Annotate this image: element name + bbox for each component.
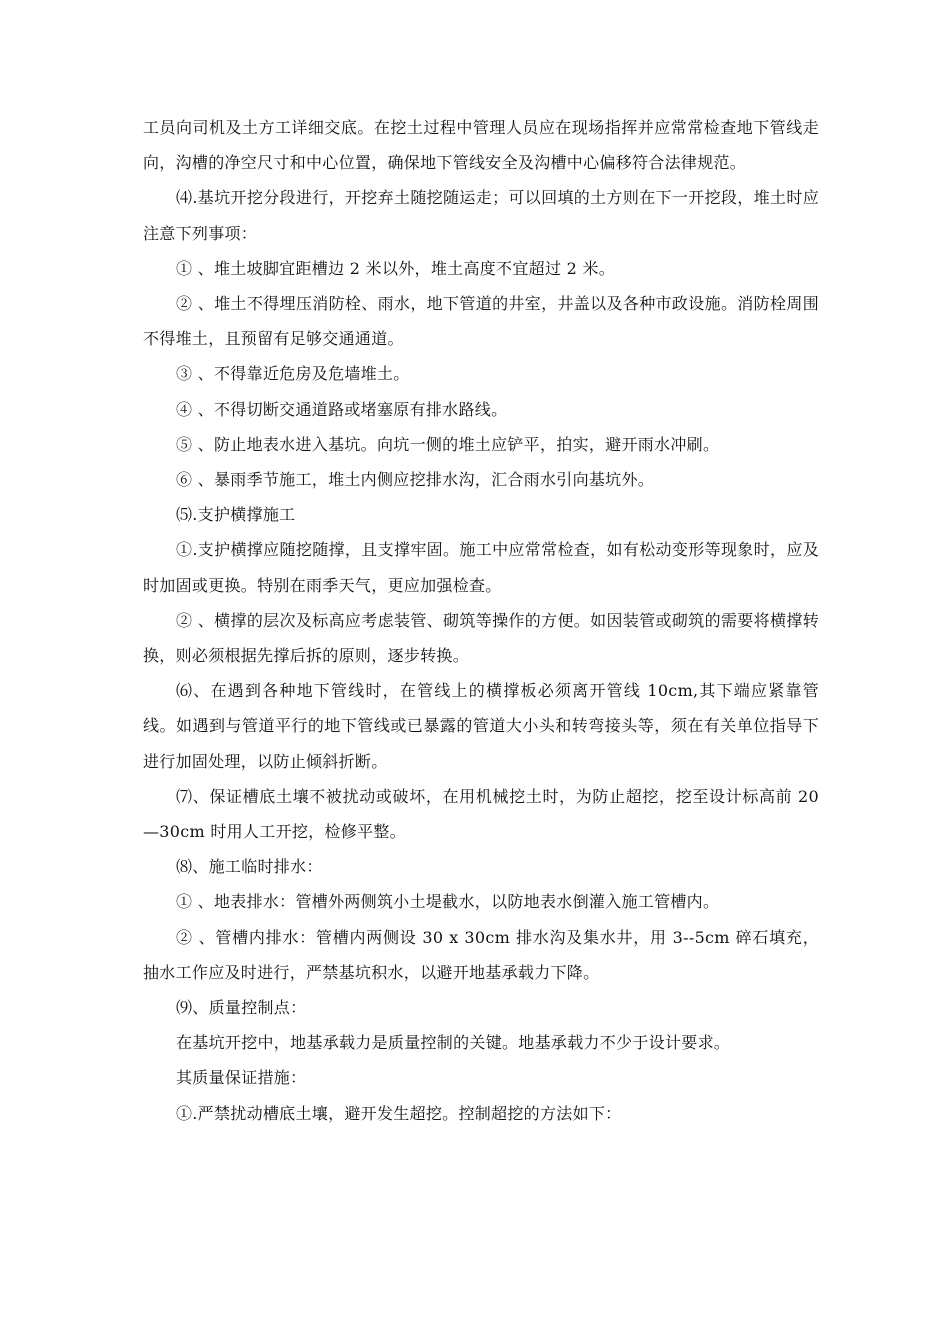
paragraph-14: ⑻、施工临时排水：	[176, 857, 323, 877]
paragraph-5: ③ 、不得靠近危房及危墙堆土。	[176, 364, 410, 384]
paragraph-10: ①.支护横撑应随挖随撑，且支撑牢固。施工中应常常检查，如有松动变形等现象时，应及时加固或更换。特别在雨季天气，更应加强检查。	[143, 540, 819, 595]
paragraph-8: ⑥ 、暴雨季节施工，堆土内侧应挖排水沟，汇合雨水引向基坑外。	[176, 470, 655, 490]
paragraph-19: 其质量保证措施：	[176, 1068, 307, 1088]
paragraph-7: ⑤ 、防止地表水进入基坑。向坑一侧的堆土应铲平，拍实，避开雨水冲刷。	[176, 434, 720, 454]
paragraph-17: ⑼、质量控制点：	[176, 998, 307, 1018]
paragraph-3: ① 、堆土坡脚宜距槽边 2 米以外，堆土高度不宜超过 2 米。	[176, 258, 616, 278]
paragraph-18: 在基坑开挖中，地基承载力是质量控制的关键。地基承载力不少于设计要求。	[176, 1033, 731, 1053]
paragraph-1: 工员向司机及土方工详细交底。在挖土过程中管理人员应在现场指挥并应常常检查地下管线走向，沟槽的净空尺寸和中心位置，确保地下管线安全及沟槽中心偏移符合法律规范。	[143, 118, 819, 173]
paragraph-9: ⑸.支护横撑施工	[176, 505, 296, 525]
paragraph-6: ④ 、不得切断交通道路或堵塞原有排水路线。	[176, 399, 508, 419]
paragraph-12: ⑹、在遇到各种地下管线时，在管线上的横撑板必须离开管线 10cm,其下端应紧靠管线。如遇到与管道平行的地下管线或已暴露的管道大小头和转弯接头等，须在有关单位指导下进行加固处理，以防止倾斜折断。	[143, 681, 819, 771]
paragraph-11: ② 、横撑的层次及标高应考虑装管、砌筑等操作的方便。如因装管或砌筑的需要将横撑转换，则必须根据先撑后拆的原则，逐步转换。	[143, 610, 819, 666]
document-body	[143, 110, 819, 1131]
paragraph-4: ② 、堆土不得埋压消防栓、雨水，地下管道的井室，井盖以及各种市政设施。消防栓周围不得堆土，且预留有足够交通通道。	[143, 294, 819, 349]
paragraph-2: ⑷.基坑开挖分段进行，开挖弃土随挖随运走；可以回填的土方则在下一开挖段，堆土时应注意下列事项：	[143, 188, 819, 243]
paragraph-20: ①.严禁扰动槽底土壤，避开发生超挖。控制超挖的方法如下：	[176, 1103, 622, 1123]
paragraph-13: ⑺、保证槽底土壤不被扰动或破坏，在用机械挖土时，为防止超挖，挖至设计标高前 20—30cm 时用人工开挖，检修平整。	[143, 786, 819, 842]
paragraph-16: ② 、管槽内排水：管槽内两侧设 30 x 30cm 排水沟及集水井，用 3--5cm 碎石填充，抽水工作应及时进行，严禁基坑积水，以避开地基承载力下降。	[143, 927, 819, 982]
paragraph-15: ① 、地表排水：管槽外两侧筑小土堤截水，以防地表水倒灌入施工管槽内。	[176, 892, 720, 912]
